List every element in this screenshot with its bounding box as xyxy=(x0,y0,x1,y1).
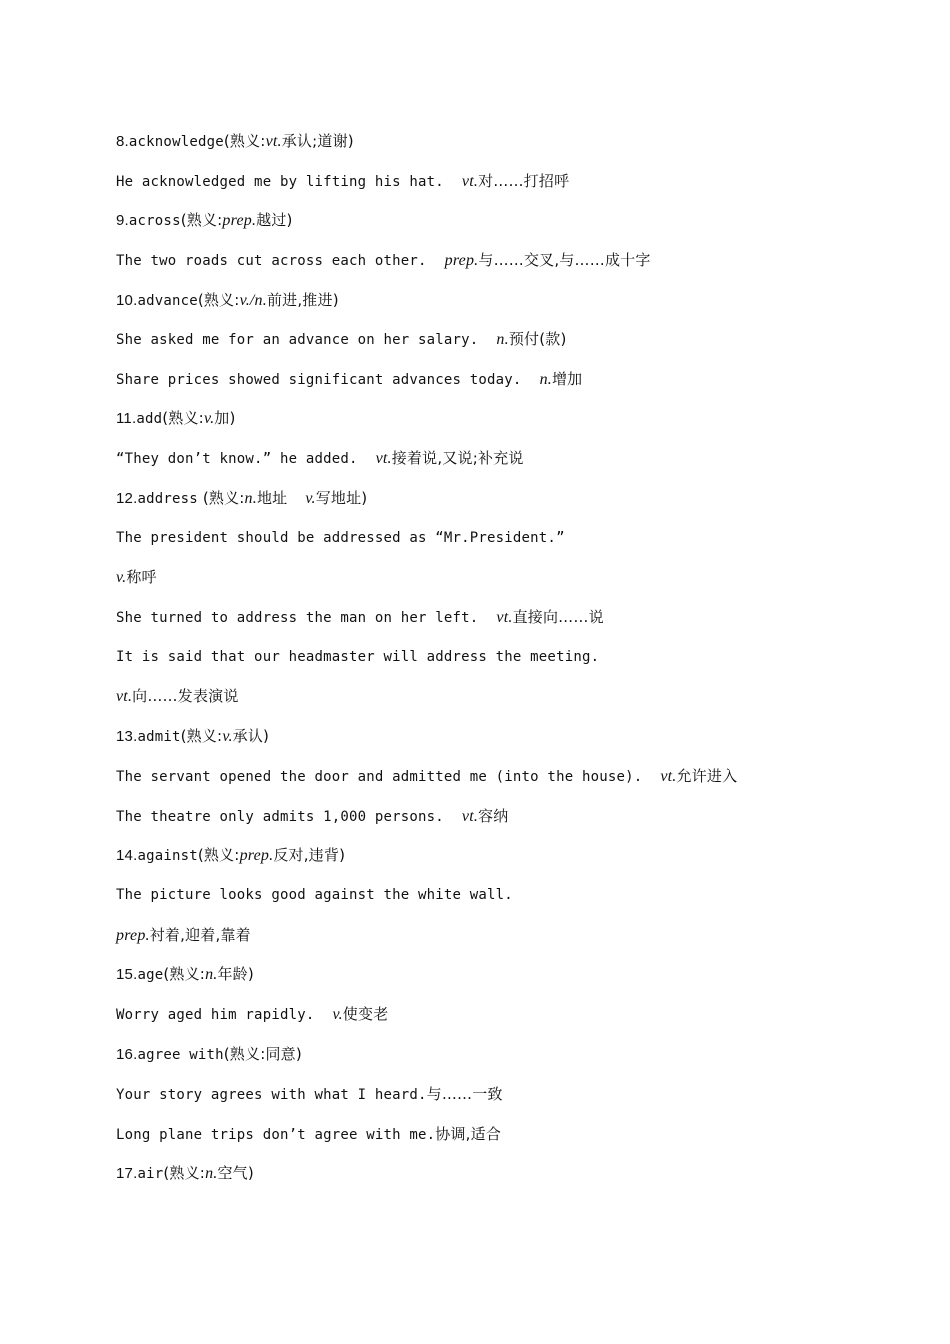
entry-heading: 14.against(熟义:prep.反对,违背) xyxy=(116,846,346,864)
entry-heading: 11.add(熟义:v.加) xyxy=(116,409,236,427)
example-sentence: The servant opened the door and admitted me (into the house). vt.允许进入 xyxy=(116,767,738,785)
example-sentence: The two roads cut across each other. prep.与……交叉,与……成十字 xyxy=(116,251,651,269)
example-sentence: Long plane trips don’t agree with me.协调,适合 xyxy=(116,1125,502,1143)
example-translation: prep.衬着,迎着,靠着 xyxy=(116,926,251,944)
entry-heading: 13.admit(熟义:v.承认) xyxy=(116,727,270,745)
example-sentence: It is said that our headmaster will address the meeting. xyxy=(116,649,600,665)
entry-heading: 10.advance(熟义:v./n.前进,推进) xyxy=(116,291,339,309)
common-meaning: 承认;道谢) xyxy=(281,132,354,150)
entry-number: 8. xyxy=(116,133,129,150)
example-sentence: The picture looks good against the white wall. xyxy=(116,887,513,903)
part-of-speech: vt. xyxy=(265,133,282,150)
example-sentence: Share prices showed significant advances today. n.增加 xyxy=(116,370,583,388)
example-sentence: She asked me for an advance on her salary. n.预付(款) xyxy=(116,330,567,348)
example-sentence: “They don’t know.” he added. vt.接着说,又说;补充说 xyxy=(116,449,524,467)
entry-heading: 12.address (熟义:n.地址 v.写地址) xyxy=(116,489,368,507)
entry-heading: 9.across(熟义:prep.越过) xyxy=(116,211,293,229)
example-sentence: He acknowledged me by lifting his hat. vt.对……打招呼 xyxy=(116,172,570,190)
example-sentence: She turned to address the man on her left. vt.直接向……说 xyxy=(116,608,604,626)
example-translation: vt.向……发表演说 xyxy=(116,687,239,705)
entry-heading: 17.air(熟义:n.空气) xyxy=(116,1164,254,1182)
example-sentence: The theatre only admits 1,000 persons. vt.容纳 xyxy=(116,807,509,825)
entry-heading: 16.agree with(熟义:同意) xyxy=(116,1045,302,1063)
example-sentence: The president should be addressed as “Mr.President.” xyxy=(116,530,565,546)
entry-heading: 8.acknowledge(熟义:vt.承认;道谢) xyxy=(116,132,354,150)
example-sentence: Your story agrees with what I heard.与……一致 xyxy=(116,1085,503,1103)
example-translation: v.称呼 xyxy=(116,568,157,586)
entry-heading: 15.age(熟义:n.年龄) xyxy=(116,965,254,983)
example-sentence: Worry aged him rapidly. v.使变老 xyxy=(116,1005,389,1023)
entry-word: acknowledge xyxy=(128,134,224,150)
